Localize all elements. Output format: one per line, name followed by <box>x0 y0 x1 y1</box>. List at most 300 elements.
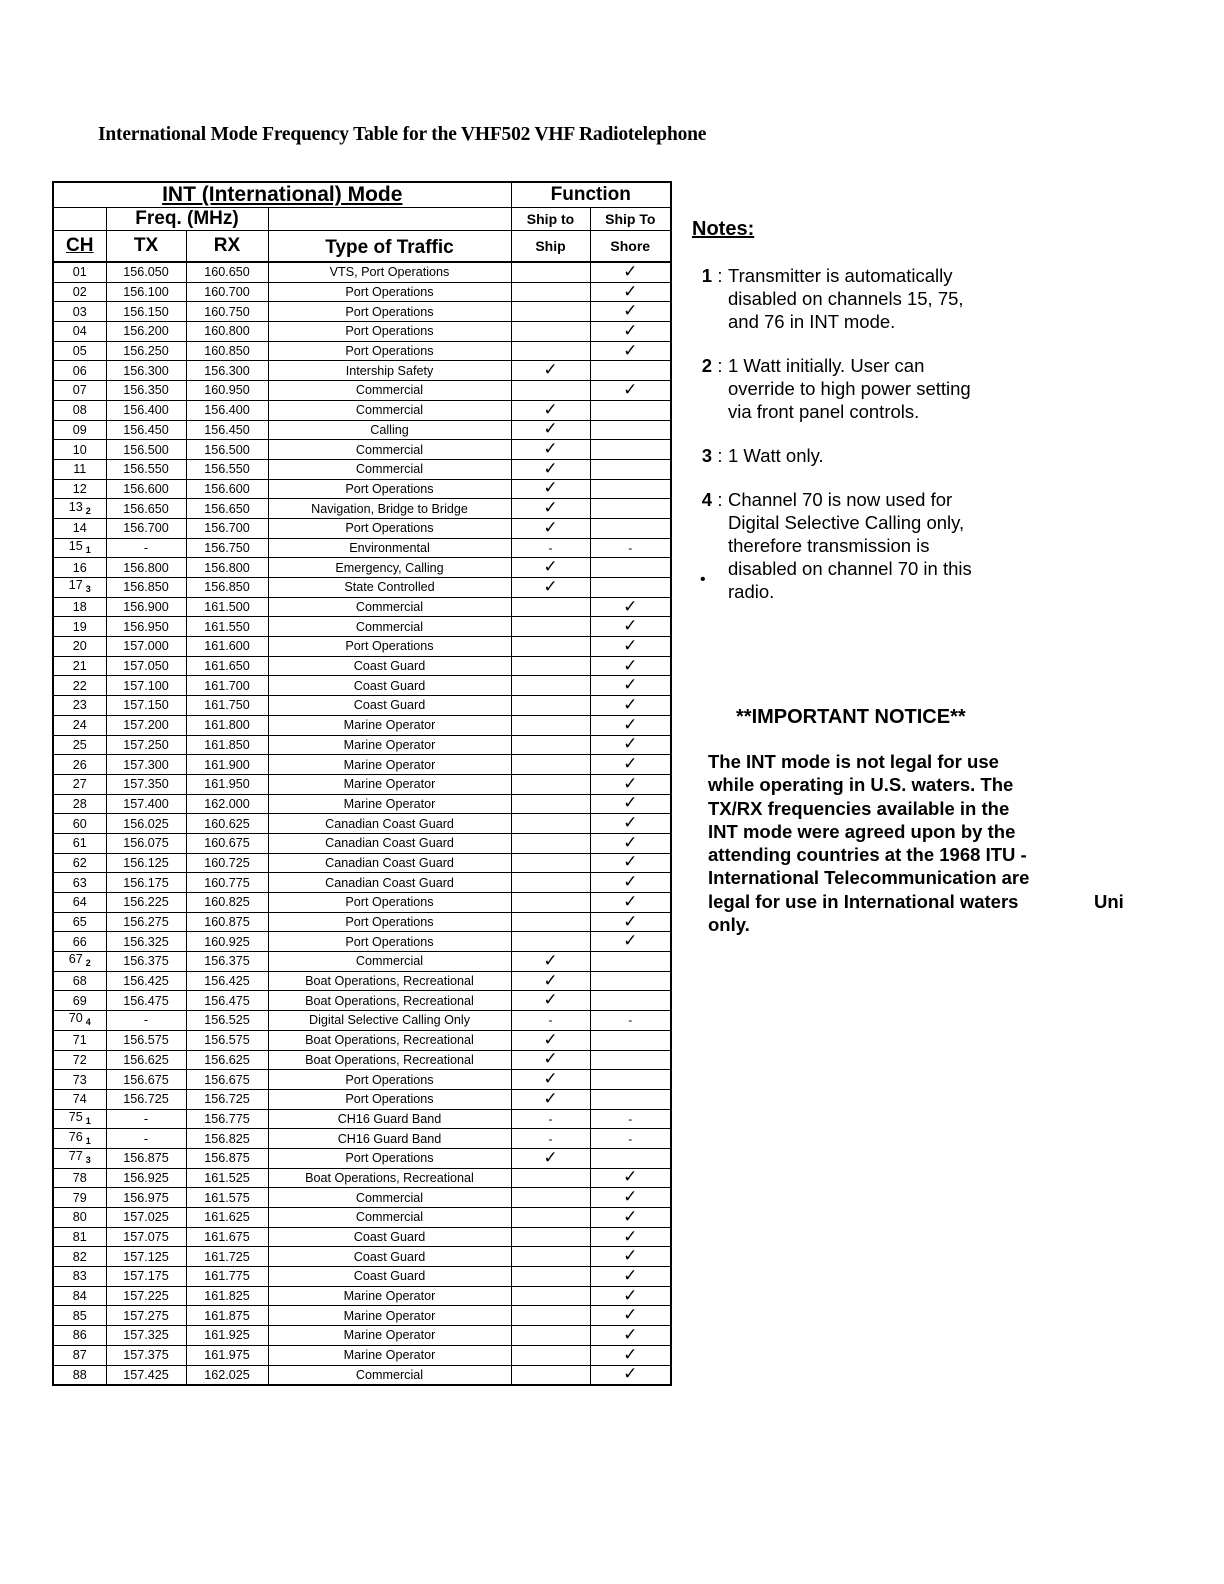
notes-section <box>692 218 1022 624</box>
traffic-cell <box>268 1030 511 1050</box>
ch-cell-text: 04 <box>72 324 87 339</box>
shore-cell <box>590 853 671 873</box>
ch-cell-text: 08 <box>72 403 87 418</box>
tx-cell-text: 157.075 <box>123 1230 169 1245</box>
ch-cell-text: 60 <box>72 816 87 831</box>
shore-cell <box>590 656 671 676</box>
shore-cell <box>590 479 671 499</box>
ch-cell-text: 07 <box>72 383 87 398</box>
tx-cell <box>106 1326 186 1346</box>
rx-cell-text: 161.700 <box>204 678 250 693</box>
ch-cell <box>53 1227 106 1247</box>
tx-cell <box>106 262 186 282</box>
rx-cell-text: 161.625 <box>204 1210 250 1225</box>
traffic-cell-text: Marine Operator <box>343 796 436 811</box>
frequency-table <box>52 181 672 1386</box>
tx-cell <box>106 873 186 893</box>
tx-cell-text: 156.150 <box>123 304 169 319</box>
shore-cell-text: - <box>628 540 633 555</box>
rx-cell <box>186 459 268 479</box>
rx-cell <box>186 1227 268 1247</box>
shore-cell <box>590 1109 671 1129</box>
rx-cell <box>186 755 268 775</box>
shore-cell <box>590 814 671 834</box>
ship-cell <box>511 440 590 460</box>
rx-cell-text: 161.875 <box>204 1308 250 1323</box>
shore-cell <box>590 893 671 913</box>
rx-cell-text: 160.725 <box>204 855 250 870</box>
shore-cell <box>590 1188 671 1208</box>
ship-header: Ship <box>511 231 590 263</box>
shore-cell-text: ✓ <box>623 892 638 912</box>
shore-cell-text: ✓ <box>623 1365 638 1385</box>
ship-cell-text: ✓ <box>543 951 558 971</box>
ship-cell <box>511 1345 590 1365</box>
tx-cell-text: 157.000 <box>123 639 169 654</box>
rx-cell <box>186 341 268 361</box>
rx-cell-text: 160.675 <box>204 836 250 851</box>
rx-cell <box>186 1030 268 1050</box>
ch-cell <box>53 1148 106 1168</box>
rx-cell <box>186 282 268 302</box>
tx-cell <box>106 381 186 401</box>
shore-cell <box>590 1345 671 1365</box>
ch-cell-text: 64 <box>72 895 87 910</box>
ch-cell-text: 19 <box>72 619 87 634</box>
traffic-cell <box>268 518 511 538</box>
tx-cell-text: 157.400 <box>123 796 169 811</box>
traffic-cell <box>268 912 511 932</box>
rx-cell-text: 156.725 <box>204 1092 250 1107</box>
ch-cell-text: 70 <box>68 1011 83 1026</box>
table-row <box>53 1011 671 1031</box>
ship-cell-text: ✓ <box>543 518 558 538</box>
traffic-cell-text: Port Operations <box>345 639 434 654</box>
shore-cell <box>590 538 671 558</box>
rx-cell-text: 160.750 <box>204 304 250 319</box>
shore-cell <box>590 755 671 775</box>
note-text: 1 Watt initially. User can override to high power setting via front panel controls. <box>728 355 971 422</box>
shore-cell <box>590 322 671 342</box>
tx-cell-text: 156.375 <box>123 954 169 969</box>
tx-cell-text: 157.300 <box>123 757 169 772</box>
tx-cell <box>106 440 186 460</box>
ch-cell-text: 83 <box>72 1269 87 1284</box>
shore-cell-text: ✓ <box>623 282 638 302</box>
ch-cell <box>53 361 106 381</box>
ch-cell-text: 65 <box>72 915 87 930</box>
traffic-cell <box>268 814 511 834</box>
ch-cell <box>53 1365 106 1385</box>
ch-cell <box>53 459 106 479</box>
ship-cell <box>511 282 590 302</box>
table-row <box>53 617 671 637</box>
ship-cell-text: ✓ <box>543 479 558 499</box>
rx-cell <box>186 853 268 873</box>
ship-cell <box>511 361 590 381</box>
traffic-cell-text: Boat Operations, Recreational <box>305 974 474 989</box>
tx-cell <box>106 971 186 991</box>
ch-cell-text: 75 <box>68 1109 83 1124</box>
rx-cell-text: 156.625 <box>204 1052 250 1067</box>
ch-cell <box>53 479 106 499</box>
shore-cell-text: ✓ <box>623 301 638 322</box>
ch-note-ref: 2 <box>85 958 91 969</box>
shore-cell <box>590 637 671 657</box>
ch-cell-text: 88 <box>72 1367 87 1382</box>
ch-cell-text: 28 <box>72 796 87 811</box>
tx-cell <box>106 755 186 775</box>
traffic-cell <box>268 1011 511 1031</box>
ch-cell <box>53 499 106 519</box>
table-row <box>53 558 671 578</box>
ship-cell <box>511 952 590 972</box>
tx-cell <box>106 1070 186 1090</box>
table-row <box>53 873 671 893</box>
traffic-cell <box>268 1326 511 1346</box>
shore-cell <box>590 1129 671 1149</box>
shore-cell <box>590 1227 671 1247</box>
tx-cell-text: 157.050 <box>123 659 169 674</box>
traffic-cell <box>268 1306 511 1326</box>
shore-cell-text: ✓ <box>623 1345 638 1365</box>
rx-cell-text: 160.650 <box>204 265 250 280</box>
tx-cell-text: 156.125 <box>123 855 169 870</box>
rx-cell <box>186 696 268 716</box>
traffic-cell-text: Canadian Coast Guard <box>325 875 454 890</box>
shore-cell <box>590 1286 671 1306</box>
tx-cell-text: 157.175 <box>123 1269 169 1284</box>
ship-cell <box>511 1148 590 1168</box>
rx-cell <box>186 538 268 558</box>
shore-cell-text: ✓ <box>623 735 638 755</box>
note-colon: : <box>717 265 723 286</box>
ship-cell-text: ✓ <box>543 439 558 460</box>
tx-cell-text: 156.175 <box>123 875 169 890</box>
rx-cell-text: 156.300 <box>204 363 250 378</box>
traffic-cell-text: Marine Operator <box>343 1348 436 1363</box>
ship-cell <box>511 400 590 420</box>
ch-cell <box>53 1050 106 1070</box>
tx-cell <box>106 322 186 342</box>
traffic-cell-text: Navigation, Bridge to Bridge <box>311 501 468 516</box>
traffic-cell-text: Commercial <box>355 954 424 969</box>
ship-cell <box>511 696 590 716</box>
page-title: International Mode Frequency Table for the VHF502 VHF Radiotelephone <box>98 124 707 145</box>
ship-cell <box>511 459 590 479</box>
tx-cell-text: 156.275 <box>123 915 169 930</box>
shore-cell-text: ✓ <box>623 321 638 341</box>
rx-cell <box>186 499 268 519</box>
traffic-cell <box>268 381 511 401</box>
ship-cell <box>511 538 590 558</box>
shore-cell <box>590 420 671 440</box>
shore-cell <box>590 1326 671 1346</box>
ship-cell <box>511 302 590 322</box>
shore-cell <box>590 1365 671 1385</box>
rx-cell-text: 161.950 <box>204 777 250 792</box>
table-row <box>53 932 671 952</box>
ch-cell <box>53 971 106 991</box>
table-row <box>53 715 671 735</box>
tx-header: TX <box>106 231 186 263</box>
ship-cell <box>511 912 590 932</box>
shore-cell-text: ✓ <box>623 872 638 893</box>
table-row <box>53 893 671 913</box>
shore-cell <box>590 341 671 361</box>
traffic-cell-text: Canadian Coast Guard <box>325 855 454 870</box>
ship-to-header: Ship to <box>511 208 590 231</box>
ch-cell <box>53 1247 106 1267</box>
traffic-cell-text: Boat Operations, Recreational <box>305 1052 474 1067</box>
ch-cell <box>53 1188 106 1208</box>
shore-cell <box>590 735 671 755</box>
table-row <box>53 1148 671 1168</box>
shore-cell <box>590 361 671 381</box>
rx-cell-text: 161.975 <box>204 1348 250 1363</box>
table-row <box>53 1030 671 1050</box>
traffic-cell <box>268 361 511 381</box>
tx-cell <box>106 833 186 853</box>
traffic-cell <box>268 1168 511 1188</box>
tx-cell-text: 156.050 <box>123 265 169 280</box>
ch-cell <box>53 735 106 755</box>
blank-header-cell <box>268 208 511 231</box>
ch-cell-text: 62 <box>72 855 87 870</box>
table-row <box>53 1267 671 1287</box>
ship-cell-text: ✓ <box>543 360 558 381</box>
ch-cell-text: 69 <box>72 993 87 1008</box>
traffic-cell <box>268 1050 511 1070</box>
rx-cell-text: 156.375 <box>204 954 250 969</box>
rx-cell <box>186 1168 268 1188</box>
rx-cell <box>186 578 268 598</box>
traffic-cell-text: Boat Operations, Recreational <box>305 1170 474 1185</box>
traffic-cell-text: Marine Operator <box>343 757 436 772</box>
traffic-cell-text: Marine Operator <box>343 718 436 733</box>
table-row <box>53 381 671 401</box>
traffic-cell-text: Marine Operator <box>343 1308 436 1323</box>
tx-cell <box>106 1345 186 1365</box>
ch-cell <box>53 322 106 342</box>
ship-cell <box>511 774 590 794</box>
shore-cell <box>590 617 671 637</box>
shore-cell-text: ✓ <box>623 1227 638 1247</box>
traffic-cell <box>268 499 511 519</box>
tx-cell <box>106 1188 186 1208</box>
rx-cell-text: 160.875 <box>204 915 250 930</box>
traffic-cell <box>268 794 511 814</box>
tx-cell-text: 157.100 <box>123 678 169 693</box>
notes-heading: Notes: <box>692 218 755 240</box>
note-colon: : <box>717 489 723 510</box>
traffic-cell-text: Commercial <box>355 442 424 457</box>
traffic-cell-text: Commercial <box>355 403 424 418</box>
ship-cell <box>511 1227 590 1247</box>
rx-cell-text: 161.925 <box>204 1328 250 1343</box>
tx-cell-text: 156.800 <box>123 560 169 575</box>
tx-cell-text: 156.850 <box>123 580 169 595</box>
rx-cell-text: 156.700 <box>204 521 250 536</box>
rx-cell-text: 156.850 <box>204 580 250 595</box>
tx-cell <box>106 952 186 972</box>
rx-cell-text: 160.800 <box>204 324 250 339</box>
ship-to-header-2: Ship To <box>590 208 671 231</box>
ship-cell <box>511 479 590 499</box>
rx-cell <box>186 676 268 696</box>
traffic-cell-text: State Controlled <box>344 580 435 595</box>
shore-cell <box>590 912 671 932</box>
tx-cell <box>106 774 186 794</box>
table-row <box>53 420 671 440</box>
table-row <box>53 735 671 755</box>
shore-cell <box>590 1208 671 1228</box>
ch-cell <box>53 558 106 578</box>
table-row <box>53 833 671 853</box>
traffic-cell <box>268 322 511 342</box>
shore-cell <box>590 1306 671 1326</box>
traffic-cell-text: Commercial <box>355 1190 424 1205</box>
shore-cell-text: - <box>628 1013 633 1028</box>
tx-cell-text: 156.325 <box>123 934 169 949</box>
ch-cell <box>53 873 106 893</box>
traffic-cell-text: Boat Operations, Recreational <box>305 993 474 1008</box>
tx-cell <box>106 1227 186 1247</box>
rx-cell-text: 160.850 <box>204 344 250 359</box>
rx-cell <box>186 381 268 401</box>
traffic-cell <box>268 873 511 893</box>
table-row <box>53 479 671 499</box>
bullet-mark: • <box>700 571 706 588</box>
rx-cell <box>186 558 268 578</box>
tx-cell <box>106 1129 186 1149</box>
ch-cell <box>53 1345 106 1365</box>
tx-cell <box>106 459 186 479</box>
traffic-cell <box>268 735 511 755</box>
ship-cell <box>511 735 590 755</box>
traffic-cell-text: Port Operations <box>345 344 434 359</box>
traffic-cell <box>268 656 511 676</box>
ship-cell <box>511 1306 590 1326</box>
ship-cell <box>511 322 590 342</box>
traffic-cell <box>268 1089 511 1109</box>
rx-cell <box>186 1089 268 1109</box>
rx-cell <box>186 1208 268 1228</box>
tx-cell-text: 156.925 <box>123 1170 169 1185</box>
shore-cell-text: ✓ <box>623 1266 638 1286</box>
traffic-cell-text: Port Operations <box>345 915 434 930</box>
shore-cell-text: ✓ <box>623 774 638 794</box>
traffic-cell <box>268 282 511 302</box>
shore-cell-text: ✓ <box>623 616 638 637</box>
tx-cell-text: 156.550 <box>123 462 169 477</box>
shore-cell-text: ✓ <box>623 695 638 715</box>
ship-cell <box>511 1109 590 1129</box>
notice-body: The INT mode is not legal for use while operating in U.S. waters. The TX/RX frequencies available in the INT mode were agreed upon by the attending countries at the 1968 ITU - International Telecommunication are legal for use in International waters only. <box>708 751 1030 936</box>
table-row <box>53 853 671 873</box>
ch-cell <box>53 1326 106 1346</box>
table-row <box>53 282 671 302</box>
shore-cell <box>590 794 671 814</box>
tx-cell-text: 156.225 <box>123 895 169 910</box>
tx-cell <box>106 617 186 637</box>
rx-cell-text: 161.675 <box>204 1230 250 1245</box>
tx-cell-text: 156.200 <box>123 324 169 339</box>
table-row <box>53 262 671 282</box>
rx-cell-text: 161.500 <box>204 600 250 615</box>
tx-cell-text: 156.600 <box>123 481 169 496</box>
tx-cell <box>106 558 186 578</box>
tx-cell <box>106 814 186 834</box>
ch-cell <box>53 282 106 302</box>
ship-cell <box>511 1188 590 1208</box>
traffic-cell-text: Port Operations <box>345 895 434 910</box>
rx-cell-text: 156.675 <box>204 1072 250 1087</box>
tx-cell-text: 156.350 <box>123 383 169 398</box>
traffic-cell <box>268 637 511 657</box>
ch-cell-text: 09 <box>72 422 87 437</box>
note-item <box>692 488 1022 603</box>
shore-cell-text: ✓ <box>623 833 638 853</box>
table-row <box>53 1188 671 1208</box>
ch-cell <box>53 1129 106 1149</box>
ch-cell-text: 86 <box>72 1328 87 1343</box>
traffic-cell-text: Canadian Coast Guard <box>325 816 454 831</box>
ch-note-ref: 3 <box>85 1155 91 1166</box>
tx-cell <box>106 282 186 302</box>
rx-cell <box>186 440 268 460</box>
ch-cell-text: 15 <box>68 538 83 553</box>
rx-cell-text: 156.650 <box>204 501 250 516</box>
ship-cell <box>511 1070 590 1090</box>
ch-cell <box>53 1208 106 1228</box>
traffic-cell <box>268 696 511 716</box>
tx-cell <box>106 361 186 381</box>
tx-cell-text: 156.875 <box>123 1151 169 1166</box>
ch-cell <box>53 381 106 401</box>
shore-cell-text: ✓ <box>623 754 638 775</box>
traffic-cell <box>268 597 511 617</box>
tx-cell <box>106 400 186 420</box>
ship-cell <box>511 1168 590 1188</box>
traffic-cell <box>268 538 511 558</box>
traffic-cell <box>268 302 511 322</box>
traffic-cell <box>268 1247 511 1267</box>
ch-cell-text: 79 <box>72 1190 87 1205</box>
shore-cell <box>590 558 671 578</box>
rx-cell <box>186 1109 268 1129</box>
rx-cell <box>186 302 268 322</box>
ch-cell-text: 73 <box>72 1072 87 1087</box>
tx-cell <box>106 499 186 519</box>
shore-cell <box>590 774 671 794</box>
rx-cell-text: 161.725 <box>204 1249 250 1264</box>
table-row <box>53 341 671 361</box>
rx-cell <box>186 518 268 538</box>
traffic-cell-text: Canadian Coast Guard <box>325 836 454 851</box>
note-text: Channel 70 is now used for Digital Selective Calling only, therefore transmission is disabled on channel 70 in this radio. <box>728 489 972 602</box>
traffic-cell-text: Commercial <box>355 619 424 634</box>
tx-cell-text: 157.275 <box>123 1308 169 1323</box>
shore-cell <box>590 381 671 401</box>
ship-cell <box>511 617 590 637</box>
traffic-cell <box>268 479 511 499</box>
traffic-cell-text: Commercial <box>355 383 424 398</box>
rx-cell-text: 161.800 <box>204 718 250 733</box>
rx-cell <box>186 1345 268 1365</box>
ch-header: CH <box>53 231 106 263</box>
ship-cell-text: ✓ <box>543 1030 558 1050</box>
